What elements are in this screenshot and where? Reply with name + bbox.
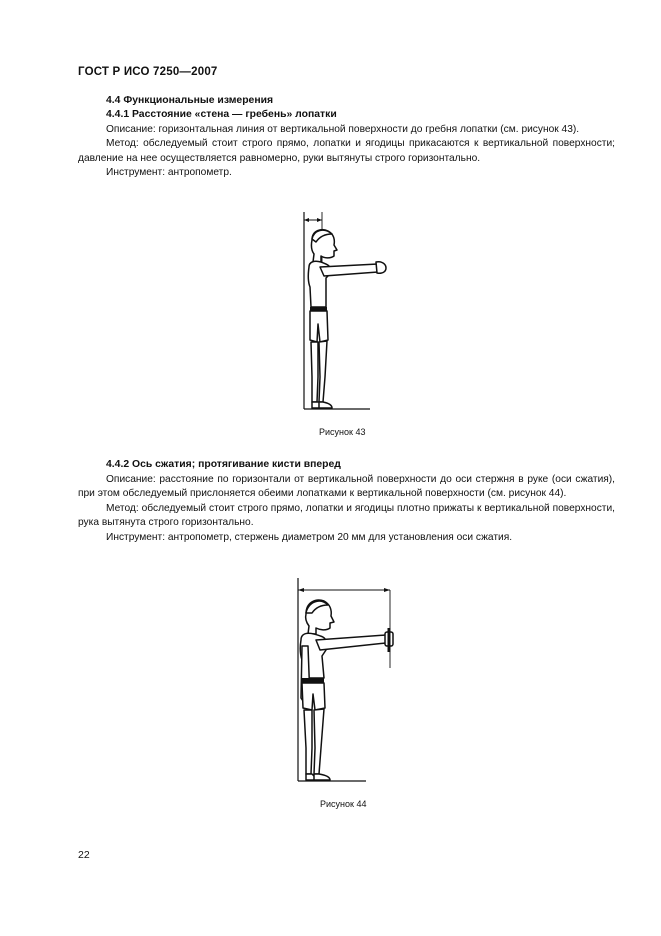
page-number: 22: [78, 849, 90, 861]
instrument-paragraph: Инструмент: антропометр.: [106, 167, 232, 179]
figure-43-caption: Рисунок 43: [319, 427, 366, 437]
figure-43-illustration: [290, 212, 400, 412]
subsection-4-4-2-body: [78, 473, 615, 545]
section-title: 4.4 Функциональные измерения: [106, 95, 274, 106]
subsection-4-4-1-body: [78, 123, 615, 181]
method-paragraph: Метод: обследуемый стоит строго прямо, лопатки и ягодицы плотно прижаты к вертикальной поверхности, рука вытянута строго горизонтально.: [78, 502, 615, 529]
description-paragraph: Описание: расстояние по горизонтали от вертикальной поверхности до оси стержня в руке (оси сжатия), при этом обследуемый прислоняется обеими лопатками к вертикальной поверхности (см. рисунок 44).: [78, 474, 615, 500]
method-paragraph: Метод: обследуемый стоит строго прямо, лопатки и ягодицы прикасаются к вертикальной поверхности; давление на нее осуществляется равномерно, руки вытянуты строго горизонтально.: [78, 138, 615, 164]
subsection-4-4-1-title: 4.4.1 Расстояние «стена — гребень» лопатки: [106, 109, 337, 120]
subsection-4-4-2-title: 4.4.2 Ось сжатия; протягивание кисти вперед: [106, 459, 341, 470]
document-header: ГОСТ Р ИСО 7250—2007: [78, 66, 218, 78]
figure-44-caption: Рисунок 44: [320, 799, 367, 809]
description-paragraph: Описание: горизонтальная линия от вертикальной поверхности до гребня лопатки (см. рисунок 43).: [106, 124, 580, 135]
instrument-paragraph: Инструмент: антропометр, стержень диаметром 20 мм для установления оси сжатия.: [106, 531, 513, 543]
figure-44-illustration: [288, 578, 408, 783]
